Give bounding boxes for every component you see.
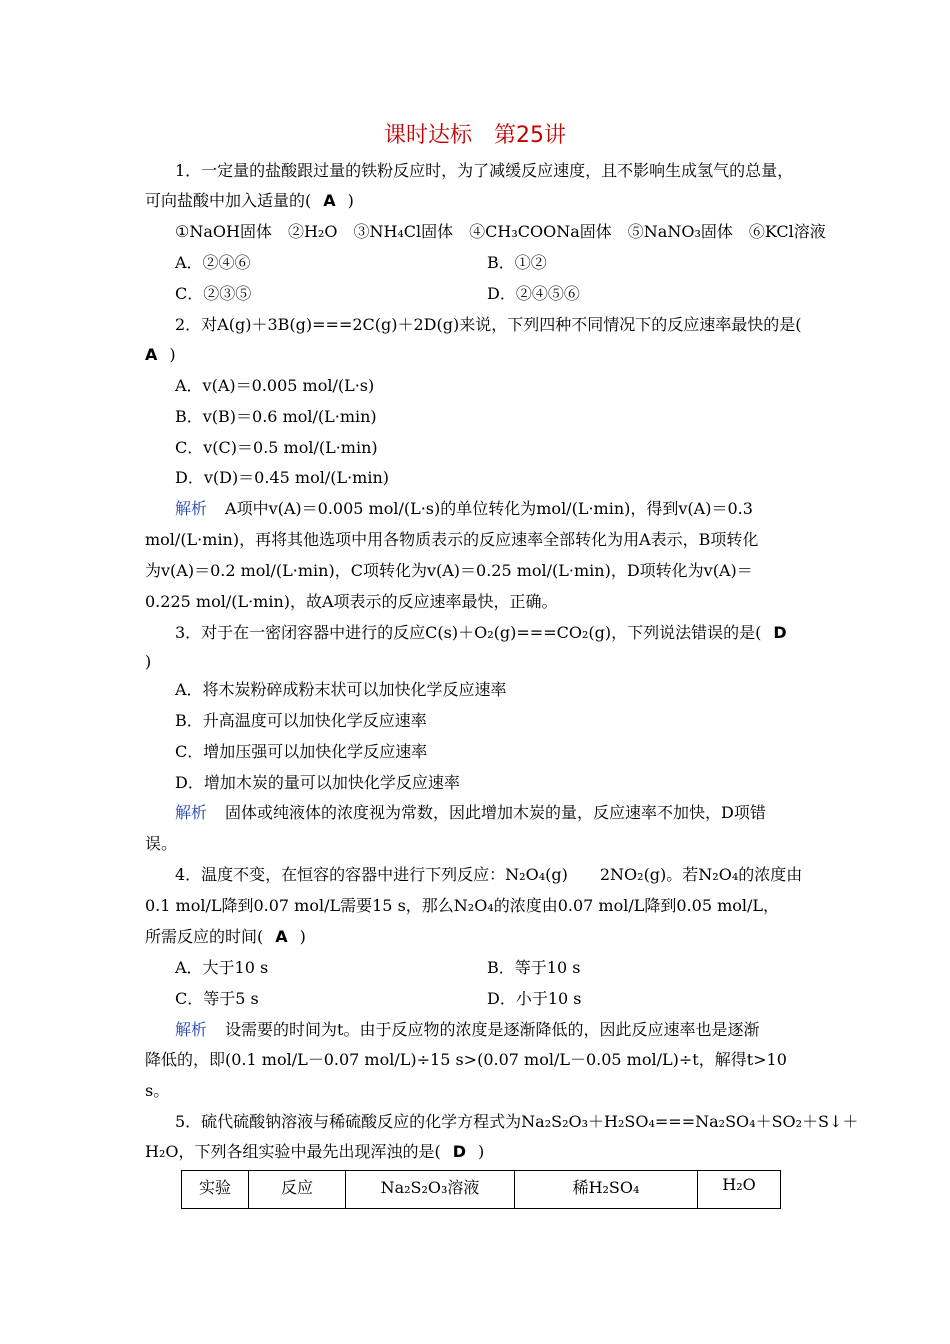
table-header-cell: 稀H₂SO₄: [515, 1171, 698, 1209]
table-header-cell: Na₂S₂O₃溶液: [346, 1171, 515, 1209]
q4-option-d: D．小于10 s: [487, 989, 582, 1008]
q2-option-a: A．v(A)＝0.005 mol/(L·s): [175, 376, 375, 395]
q3-stem-line2: ): [145, 652, 152, 671]
q1-option-c: C．②③⑤: [175, 284, 252, 303]
q3-answer: D: [773, 623, 787, 642]
q1-option-b: B．①②: [487, 253, 547, 272]
q5-experiment-table: [181, 1170, 781, 1209]
q2-analysis-line1: [175, 498, 753, 520]
q3-option-d: D．增加木炭的量可以加快化学反应速率: [175, 773, 460, 792]
table-header-cell: H₂O: [698, 1171, 781, 1209]
page-title: 课时达标 第25讲: [384, 123, 566, 148]
q4-stem-line3: [145, 926, 306, 948]
q1-stem-line1: 1．一定量的盐酸跟过量的铁粉反应时，为了减缓反应速度，且不影响生成氢气的总量，: [175, 161, 794, 180]
q5-stem-line1: 5．硫代硫酸钠溶液与稀硫酸反应的化学方程式为Na₂S₂O₃＋H₂SO₄===Na₂SO₄＋SO₂＋S↓＋: [175, 1112, 859, 1131]
q3-analysis-text1: 固体或纯液体的浓度视为常数，因此增加木炭的量，反应速率不加快，D项错: [225, 803, 766, 822]
table-header-cell: 反应: [249, 1171, 346, 1209]
q3-stem-line1: [175, 622, 799, 644]
q3-analysis-line2: 误。: [145, 834, 178, 853]
q4-stem-line1: 4．温度不变，在恒容的容器中进行下列反应：N₂O₄(g) 2NO₂(g)。若N₂O₄的浓度由: [175, 865, 803, 884]
q3-analysis-label: 解析: [175, 803, 208, 822]
q4-analysis-label: 解析: [175, 1020, 208, 1039]
q4-option-a: A．大于10 s: [175, 958, 269, 977]
q2-analysis-line2: mol/(L·min)，再将其他选项中用各物质表示的反应速率全部转化为用A表示，B项转化: [145, 530, 759, 549]
q2-analysis-line3: 为v(A)＝0.2 mol/(L·min)，C项转化为v(A)＝0.25 mol/(L·min)，D项转化为v(A)＝: [145, 561, 753, 580]
q4-stem-line2: 0.1 mol/L降到0.07 mol/L需要15 s，那么N₂O₄的浓度由0.07 mol/L降到0.05 mol/L，: [145, 896, 780, 915]
q3-option-b: B．升高温度可以加快化学反应速率: [175, 711, 427, 730]
q1-answer: A: [323, 191, 336, 210]
q3-analysis-line1: [175, 802, 766, 824]
q1-option-a: A．②④⑥: [175, 253, 251, 272]
q4-option-b: B．等于10 s: [487, 958, 581, 977]
q1-stem-text: 可向盐酸中加入适量的(: [145, 191, 312, 210]
q2-analysis-label: 解析: [175, 499, 208, 518]
q1-paren-close: ): [347, 191, 354, 210]
table-header-row: [182, 1171, 781, 1209]
q2-option-b: B．v(B)＝0.6 mol/(L·min): [175, 407, 377, 426]
table-header-cell: 实验: [182, 1171, 249, 1209]
q3-option-a: A．将木炭粉碎成粉末状可以加快化学反应速率: [175, 680, 507, 699]
q3-stem-text: 3．对于在一密闭容器中进行的反应C(s)＋O₂(g)===CO₂(g)，下列说法错误的是(: [175, 623, 762, 642]
q5-stem-line2: [145, 1141, 484, 1163]
q1-substances: ①NaOH固体 ②H₂O ③NH₄Cl固体 ④CH₃COONa固体 ⑤NaNO₃固体 ⑥KCl溶液: [175, 222, 826, 241]
q2-paren-close: ): [169, 345, 176, 364]
q2-answer: A: [145, 345, 158, 364]
q1-option-d: D．②④⑤⑥: [487, 284, 580, 303]
q2-analysis-text1: A项中v(A)＝0.005 mol/(L·s)的单位转化为mol/(L·min)，得到v(A)＝0.3: [225, 499, 753, 518]
q4-answer: A: [275, 927, 288, 946]
q5-paren-close: ): [478, 1142, 485, 1161]
q4-analysis-text1: 设需要的时间为t。由于反应物的浓度是逐渐降低的，因此反应速率也是逐渐: [225, 1020, 760, 1039]
q2-stem-line1: 2．对A(g)＋3B(g)===2C(g)＋2D(g)来说，下列四种不同情况下的反应速率最快的是(: [175, 315, 802, 334]
q3-option-c: C．增加压强可以加快化学反应速率: [175, 742, 428, 761]
q4-analysis-line3: s。: [145, 1081, 170, 1100]
q2-option-c: C．v(C)＝0.5 mol/(L·min): [175, 438, 378, 457]
q5-stem-text: H₂O，下列各组实验中最先出现浑浊的是(: [145, 1142, 441, 1161]
q4-stem-text: 所需反应的时间(: [145, 927, 264, 946]
q1-stem-line2: [145, 190, 354, 212]
q2-option-d: D．v(D)＝0.45 mol/(L·min): [175, 468, 389, 487]
q4-analysis-line1: [175, 1019, 759, 1041]
q5-answer: D: [452, 1142, 467, 1161]
q4-option-c: C．等于5 s: [175, 989, 259, 1008]
q4-paren-close: ): [299, 927, 306, 946]
q4-analysis-line2: 降低的，即(0.1 mol/L－0.07 mol/L)÷15 s>(0.07 mol/L－0.05 mol/L)÷t，解得t>10: [145, 1050, 787, 1069]
q2-analysis-line4: 0.225 mol/(L·min)，故A项表示的反应速率最快，正确。: [145, 592, 558, 611]
q2-stem-line2: [145, 344, 176, 366]
